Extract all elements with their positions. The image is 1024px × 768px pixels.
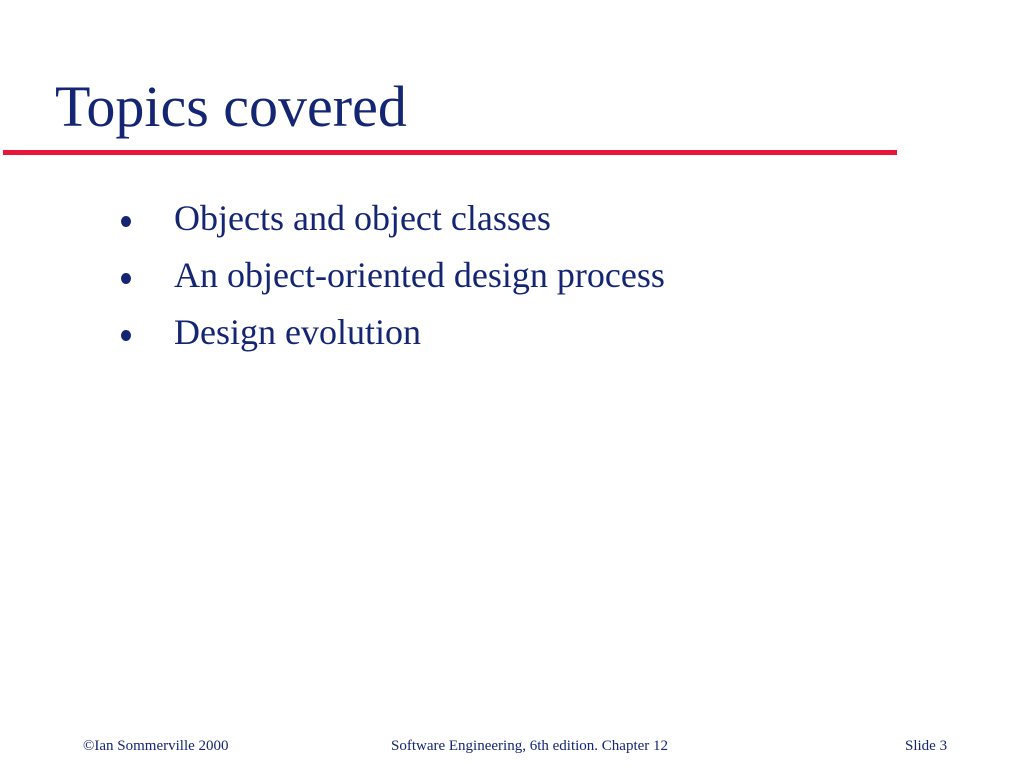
footer-copyright: ©Ian Sommerville 2000 (83, 738, 229, 754)
slide-title: Topics covered (55, 74, 407, 139)
bullet-icon (121, 216, 131, 227)
footer-slide-number: Slide 3 (905, 738, 948, 754)
bullet-text: Design evolution (174, 312, 421, 352)
bullet-icon (121, 330, 131, 341)
bullet-text: An object-oriented design process (174, 255, 665, 295)
bullet-icon (121, 273, 131, 284)
title-underline (3, 150, 897, 155)
footer-book-title: Software Engineering, 6th edition. Chapter 12 (391, 738, 669, 754)
bullet-text: Objects and object classes (174, 198, 551, 238)
